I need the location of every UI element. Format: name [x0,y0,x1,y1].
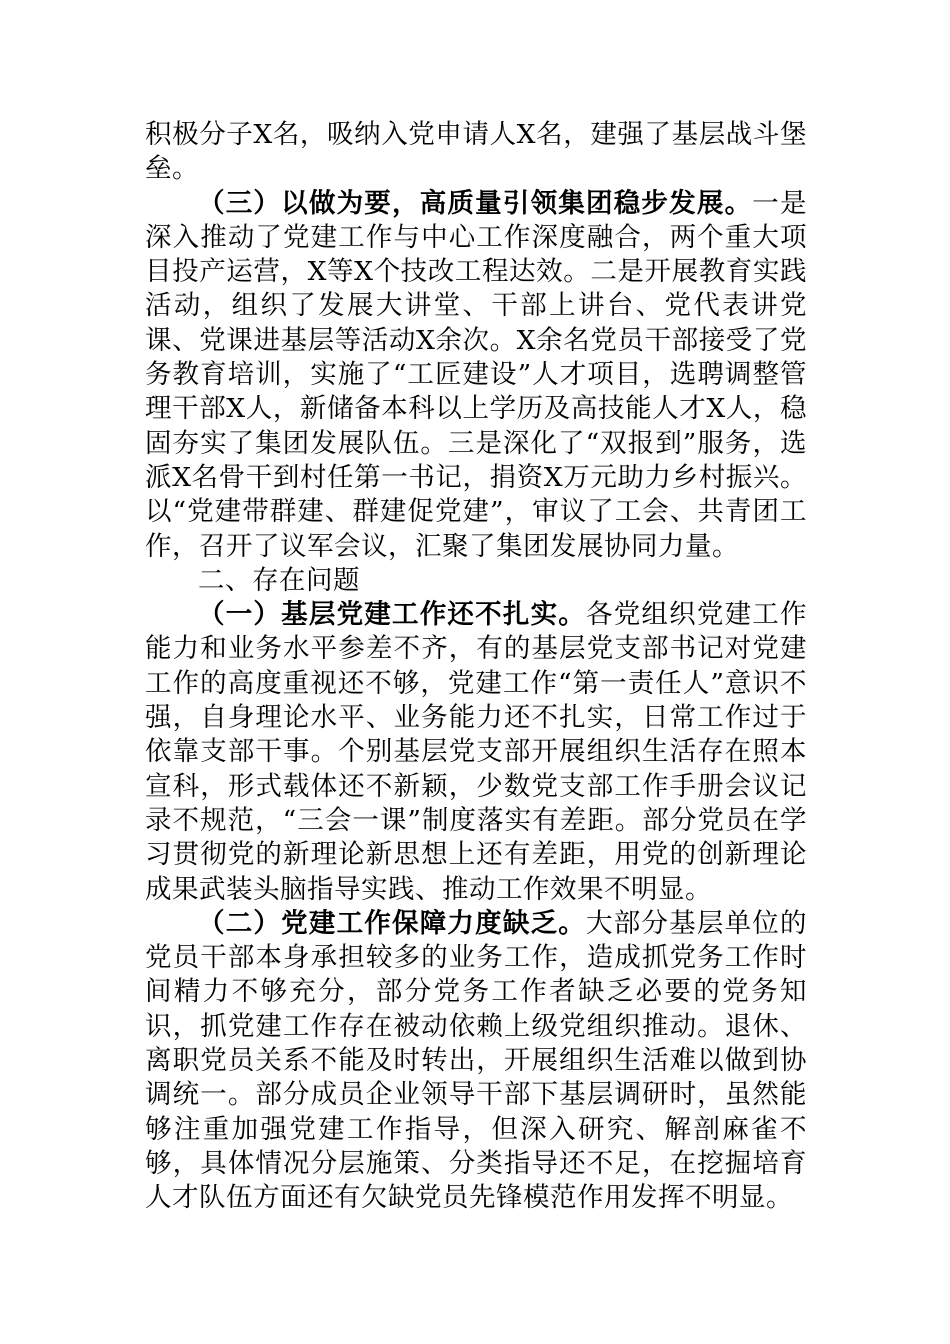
paragraph-issue-2 [145,907,807,1216]
document-page [145,118,807,1216]
section-heading: 二、存在问题 [198,564,360,596]
paragraph-continuation [145,118,807,187]
paragraph-issue-1 [145,598,807,907]
paragraph-lead: （二）党建工作保障力度缺乏。 [198,907,586,939]
paragraph-lead: （一）基层党建工作还不扎实。 [198,599,586,631]
paragraph-text: 一是深入推动了党建工作与中心工作深度融合，两个重大项目投产运营，X等X个技改工程达效。二是开展教育实践活动，组织了发展大讲堂、干部上讲台、党代表讲党课、党课进基层等活动X余次。X余名党员干部接受了党务教育培训，实施了“工匠建设”人才项目，选聘调整管理干部X人，新储备本科以上学历及高技能人才X人，稳固夯实了集团发展队伍。三是深化了“双报到”服务，选派X名骨干到村任第一书记，捐资X万元助力乡村振兴。以“党建带群建、群建促党建”，审议了工会、共青团工作，召开了议军会议，汇聚了集团发展协同力量。 [145,187,808,562]
paragraph-text: 大部分基层单位的党员干部本身承担较多的业务工作，造成抓党务工作时间精力不够充分，部分党务工作者缺乏必要的党务知识，抓党建工作存在被动依赖上级党组织推动。退休、离职党员关系不能及时转出，开展组织生活难以做到协调统一。部分成员企业领导干部下基层调研时，虽然能够注重加强党建工作指导，但深入研究、解剖麻雀不够，具体情况分层施策、分类指导还不足，在挖掘培育人才队伍方面还有欠缺党员先锋模范作用发挥不明显。 [145,907,807,1214]
paragraph-achievement-3 [145,187,807,564]
paragraph-lead: （三）以做为要，高质量引领集团稳步发展。 [198,187,753,219]
paragraph-text: 积极分子X名，吸纳入党申请人X名，建强了基层战斗堡垒。 [145,119,807,185]
paragraph-text: 各党组织党建工作能力和业务水平参差不齐，有的基层党支部书记对党建工作的高度重视还不够，党建工作“第一责任人”意识不强，自身理论水平、业务能力还不扎实，日常工作过于依靠支部干事。个别基层党支部开展组织生活存在照本宣科，形式载体还不新颖，少数党支部工作手册会议记录不规范，“三会一课”制度落实有差距。部分党员在学习贯彻党的新理论新思想上还有差距，用党的创新理论成果武装头脑指导实践、推动工作效果不明显。 [145,599,807,905]
